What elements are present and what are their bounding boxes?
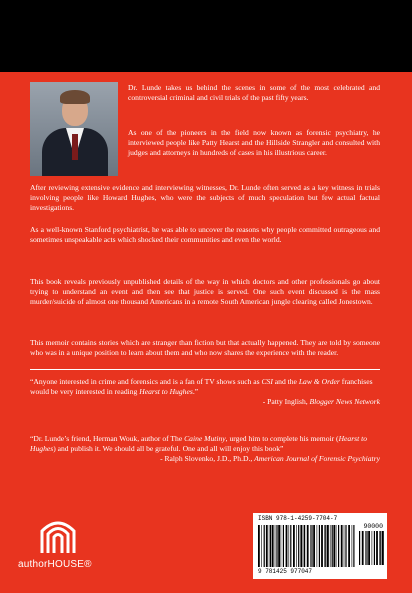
barcode-bar [270, 525, 271, 567]
review-quote-2 [30, 434, 380, 464]
barcode-bar [379, 531, 380, 565]
barcode-bar [278, 525, 280, 567]
quote-text: , urged him to complete his memoir ( [225, 434, 339, 443]
barcode-bar [353, 525, 354, 567]
attribution-name: - Patty Inglish, [262, 397, 310, 406]
barcode-bar [272, 525, 274, 567]
barcode-bar [359, 531, 360, 565]
barcode-bar [341, 525, 343, 567]
barcode-bar [276, 525, 277, 567]
back-cover [0, 72, 412, 593]
barcode-bar [333, 525, 335, 567]
barcode-bar [319, 525, 320, 567]
barcode-bar [293, 525, 295, 567]
publisher-name: authorHOUSE® [18, 559, 92, 570]
barcode-bar [310, 525, 311, 567]
barcode-bar [258, 525, 260, 567]
barcode-main-bars [258, 525, 356, 567]
divider-line [30, 369, 380, 370]
barcode-bar [321, 525, 323, 567]
barcode-bar [275, 525, 276, 567]
barcode-bar [264, 525, 265, 567]
price-code: 90000 [363, 523, 383, 530]
barcode-bar [372, 531, 373, 565]
barcode-bar [296, 525, 297, 567]
barcode-bar [303, 525, 304, 567]
barcode-bar [330, 525, 331, 567]
quote-text: ) and publish it. We should all be grateful. One and all will enjoy this book” [53, 444, 284, 453]
quote-attribution [30, 397, 380, 407]
quote-text: .” [192, 387, 199, 396]
blurb-paragraph-2: As one of the pioneers in the field now known as forensic psychiatry, he interviewed people like Patty Hearst and the Hillside Strangler and consulted with judges and attorneys in hundreds of cases in his illustrious career. [128, 128, 380, 157]
barcode-bar [324, 525, 325, 567]
portrait-hair [60, 90, 90, 104]
barcode-bar [336, 525, 337, 567]
portrait-tie [72, 134, 78, 160]
review-quote-1 [30, 377, 380, 407]
barcode-bar [266, 525, 268, 567]
barcode-bar [298, 525, 299, 567]
barcode-bar [307, 525, 309, 567]
quote-attribution [30, 454, 380, 464]
barcode-bar [269, 525, 270, 567]
barcode-bar [290, 525, 291, 567]
blurb-paragraph-1: Dr. Lunde takes us behind the scenes in some of the most celebrated and controversial criminal and civil trials of the past fifty years. [128, 83, 380, 102]
barcode-bar [289, 525, 290, 567]
barcode-bar [317, 525, 318, 567]
blurb-paragraph-4: As a well-known Stanford psychiatrist, he was able to uncover the reasons why people committed outrageous and sometimes unspeakable acts which shocked their communities and even the world. [30, 225, 380, 244]
top-black-band [0, 0, 412, 72]
quote-title: Caine Mutiny [184, 434, 226, 443]
barcode-bar [327, 525, 329, 567]
quote-title: Hearst to Hughes [139, 387, 193, 396]
attribution-source: Blogger News Network [309, 397, 380, 406]
barcode-bar [368, 531, 370, 565]
barcode-bar [362, 531, 364, 565]
barcode-bar [348, 525, 350, 567]
quote-title: Law & Order [298, 377, 340, 386]
barcode-bar [352, 525, 353, 567]
attribution-name: - Ralph Slovenko, J.D., Ph.D., [160, 454, 255, 463]
attribution-source: American Journal of Forensic Psychiatry [254, 454, 380, 463]
barcode-digits: 9 781425 977047 [258, 568, 313, 575]
barcode-bar [382, 531, 384, 565]
barcode-bar [365, 531, 366, 565]
barcode-bar [300, 525, 302, 567]
barcode-addon-bars [359, 531, 385, 565]
quote-title: CSI [261, 377, 273, 386]
barcode-bar [374, 531, 375, 565]
barcode-bar [366, 531, 367, 565]
isbn-number: ISBN 978-1-4259-7704-7 [258, 515, 338, 522]
quote-text: “Dr. Lunde’s friend, Herman Wouk, author of The [30, 434, 185, 443]
quote-title: Hearst to Hughes [30, 434, 368, 453]
barcode-bar [332, 525, 333, 567]
author-portrait [30, 82, 118, 176]
quote-text: franchises would be very interested in reading [30, 377, 373, 396]
barcode-bar [313, 525, 315, 567]
barcode-bar [281, 525, 282, 567]
blurb-paragraph-6: This memoir contains stories which are stranger than fiction but that actually happened. They are told by someone who was in a unique position to learn about them and who now shares the experience with the reader. [30, 338, 380, 357]
isbn-barcode [253, 513, 387, 579]
publisher-emblem-icon [36, 513, 80, 557]
quote-text: “Anyone interested in crime and forensics and is a fan of TV shows such as [30, 377, 262, 386]
barcode-bar [283, 525, 284, 567]
blurb-paragraph-5: This book reveals previously unpublished details of the way in which doctors and other professionals go about trying to understand an event and then see that justice is served. One such event discussed is the mass murder/suicide of almost one thousand Americans in a remote South American jungle clearing called Jonestown. [30, 277, 380, 306]
barcode-bar [376, 531, 378, 565]
publisher-logo [18, 513, 98, 583]
quote-text: and the [272, 377, 299, 386]
barcode-bar [380, 531, 381, 565]
barcode-bar [261, 525, 262, 567]
barcode-bar [344, 525, 345, 567]
blurb-paragraph-3: After reviewing extensive evidence and interviewing witnesses, Dr. Lunde often served as a key witness in trials involving people like Howard Hughes, who were the subjects of much speculation but few actual factual investigations. [30, 183, 380, 212]
barcode-bar [311, 525, 312, 567]
barcode-bar [304, 525, 305, 567]
barcode-bar [345, 525, 346, 567]
barcode-bar [338, 525, 339, 567]
barcode-bar [325, 525, 326, 567]
barcode-bar [286, 525, 288, 567]
